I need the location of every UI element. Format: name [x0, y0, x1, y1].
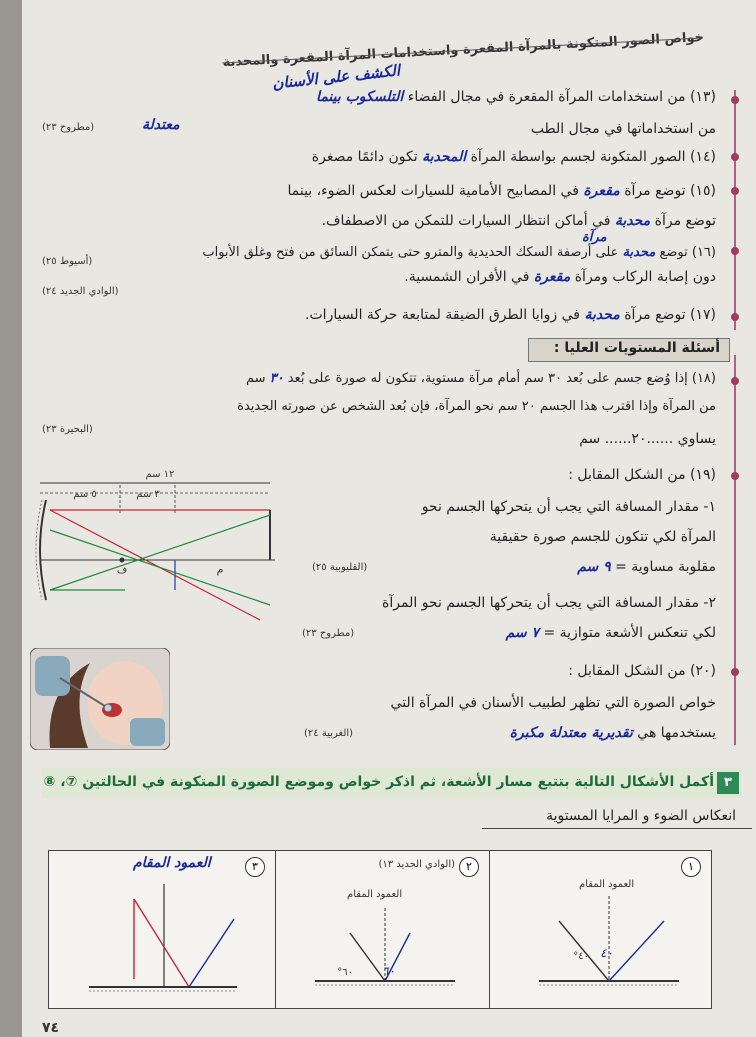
q16-source2: (الوادي الجديد ٢٤)	[42, 286, 119, 297]
section3-title: أكمل الأشكال التالية بتتبع مسار الأشعة، ثم اذكر خواص وموضع الصورة المتكونة في الحالتين ⑦، ⑧	[43, 774, 714, 790]
q17-line: (١٧) توضع مرآة محدبة في زوايا الطرق الضيقة لمتابعة حركة السيارات.	[305, 307, 716, 323]
mirror-ray-diagram	[30, 455, 292, 635]
panel-2-angle: ٦٠°	[337, 967, 353, 978]
panel-3	[48, 850, 276, 1009]
bullet	[731, 96, 739, 104]
margin-line	[734, 90, 736, 330]
q14-line: (١٤) الصور المتكونة لجسم بواسطة المرآة المحدبة تكون دائمًا مصغرة	[311, 149, 716, 165]
bullet	[731, 313, 739, 321]
concave-mirror	[40, 500, 46, 600]
q18-line1: (١٨) إذا وُضع جسم على بُعد ٣٠ سم أمام مرآة مستوية، تتكون له صورة على بُعد ٣٠ سم	[245, 371, 716, 386]
higher-levels-title: أسئلة المستويات العليا :	[553, 340, 720, 356]
label-center: ف	[116, 565, 128, 576]
q20-line2: يستخدمها هي تقديرية معتدلة مكبرة	[509, 725, 716, 741]
bullet	[731, 153, 739, 161]
dentist-glove	[35, 656, 70, 696]
q18-line3: يساوي ......٢٠...... سم	[579, 431, 716, 447]
q19-p1-line2: المرآة لكي تتكون للجسم صورة حقيقية	[489, 529, 716, 545]
subtitle-rule	[482, 828, 752, 829]
q16-handwriting-above: مرآة	[582, 230, 607, 245]
q13-line1: (١٣) من استخدامات المرآة المقعرة في مجال الفضاء التلسكوب بينما	[316, 89, 716, 105]
bullet	[731, 247, 739, 255]
margin-line	[734, 355, 736, 745]
panel-2-source: (الوادي الجديد ١٣)	[378, 859, 455, 870]
panel-3-number: ٣	[245, 857, 265, 877]
q16-source1: (أسيوط ٢٥)	[42, 256, 93, 267]
q19-p1-line3: مقلوبة مساوية = ٩ سم	[577, 559, 716, 575]
q19-title: (١٩) من الشكل المقابل :	[568, 467, 716, 483]
red-ray-incident	[134, 899, 189, 987]
q19-p2-line2: لكي تنعكس الأشعة متوازية = ٧ سم	[505, 625, 716, 641]
reflected-ray-hw	[609, 921, 664, 981]
panel-1-number: ١	[681, 857, 701, 877]
dim-12-label: ١٢ سم	[145, 469, 175, 480]
ray-green-2	[50, 515, 270, 590]
bullet	[731, 377, 739, 385]
dentist-mirror-illustration	[30, 648, 170, 750]
panel-3-normal-hw: العمود المقام	[133, 855, 211, 871]
q16-line1: (١٦) توضع محدبة على أرصفة السكك الحديدية والمترو حتى يتمكن السائق من فتح وغلق الأبواب	[202, 245, 716, 260]
section3-subtitle: انعكاس الضوء و المرايا المستوية	[546, 808, 736, 824]
dim-5-label: ٥ سم	[73, 489, 97, 500]
reflected-ray-red	[50, 510, 260, 620]
q16-line2: دون إصابة الركاب ومرآة مقعرة في الأفران الشمسية.	[404, 269, 716, 285]
q14-handwriting: معتدلة	[142, 117, 180, 133]
label-m: م	[216, 563, 224, 576]
panel-2-number: ٢	[459, 857, 479, 877]
q20-line1: خواص الصورة التي تظهر لطبيب الأسنان في المرآة التي	[390, 695, 716, 711]
center-point	[120, 558, 125, 563]
dentist-glove-2	[130, 718, 165, 746]
bullet	[731, 668, 739, 676]
q18-source: (البحيرة ٢٣)	[42, 424, 93, 435]
panel-1-diagram	[539, 891, 689, 1001]
q15-line2: توضع مرآة محدبة في أماكن انتظار السيارات للتمكن من الاصطفاف.	[321, 213, 716, 229]
panel-2-normal-label: العمود المقام	[347, 889, 403, 900]
panel-1-angle: ٤٠°	[573, 951, 589, 962]
panel-2-diagram	[315, 903, 465, 999]
q13-line2: من استخداماتها في مجال الطب	[530, 121, 716, 137]
panel-3-diagram	[89, 879, 239, 999]
panel-1-normal-label: العمود المقام	[579, 879, 635, 890]
q13-source: (مطروح ٢٣)	[42, 122, 95, 133]
q20-source: (الغربية ٢٤)	[304, 728, 354, 739]
panel-2	[274, 850, 490, 1009]
page-footer: ٧٤	[42, 1020, 60, 1036]
workbook-page	[22, 0, 756, 1037]
ray-green	[50, 530, 270, 605]
q18-line2: من المرآة وإذا اقترب هذا الجسم ٢٠ سم نحو المرآة، فإن بُعد الشخص عن صورته الجديدة	[237, 399, 716, 414]
incident-ray	[350, 933, 385, 981]
dental-mirror-head	[104, 704, 112, 712]
reflected-ray-hw	[189, 919, 234, 987]
q15-line1: (١٥) توضع مرآة مقعرة في المصابيح الأمامية للسيارات لعكس الضوء، بينما	[287, 183, 716, 199]
q13-handwriting: الكشف على الأسنان	[271, 61, 401, 93]
bullet	[731, 472, 739, 480]
section3-number: ٣	[717, 772, 739, 794]
page-header: خواص الصور المتكونة بالمرآة المقعرة واستخدامات المرآة المقعرة والمحدبة	[222, 30, 705, 71]
q19-p1-line1: ١- مقدار المسافة التي يجب أن يتحركها الجسم نحو	[421, 499, 716, 515]
q19-source1: (القليوبية ٢٥)	[312, 562, 368, 573]
q20-title: (٢٠) من الشكل المقابل :	[568, 663, 716, 679]
panel-1	[488, 850, 712, 1009]
panel-1-angle-hw: ٤٠	[600, 946, 613, 960]
q19-source2: (مطروح ٢٣)	[302, 628, 355, 639]
panel-2-angle-hw: ٦٠	[382, 964, 395, 978]
bullet	[731, 187, 739, 195]
dim-3-label: ٣ سم	[136, 489, 160, 500]
q19-p2-line1: ٢- مقدار المسافة التي يجب أن يتحركها الجسم نحو المرآة	[382, 595, 716, 611]
